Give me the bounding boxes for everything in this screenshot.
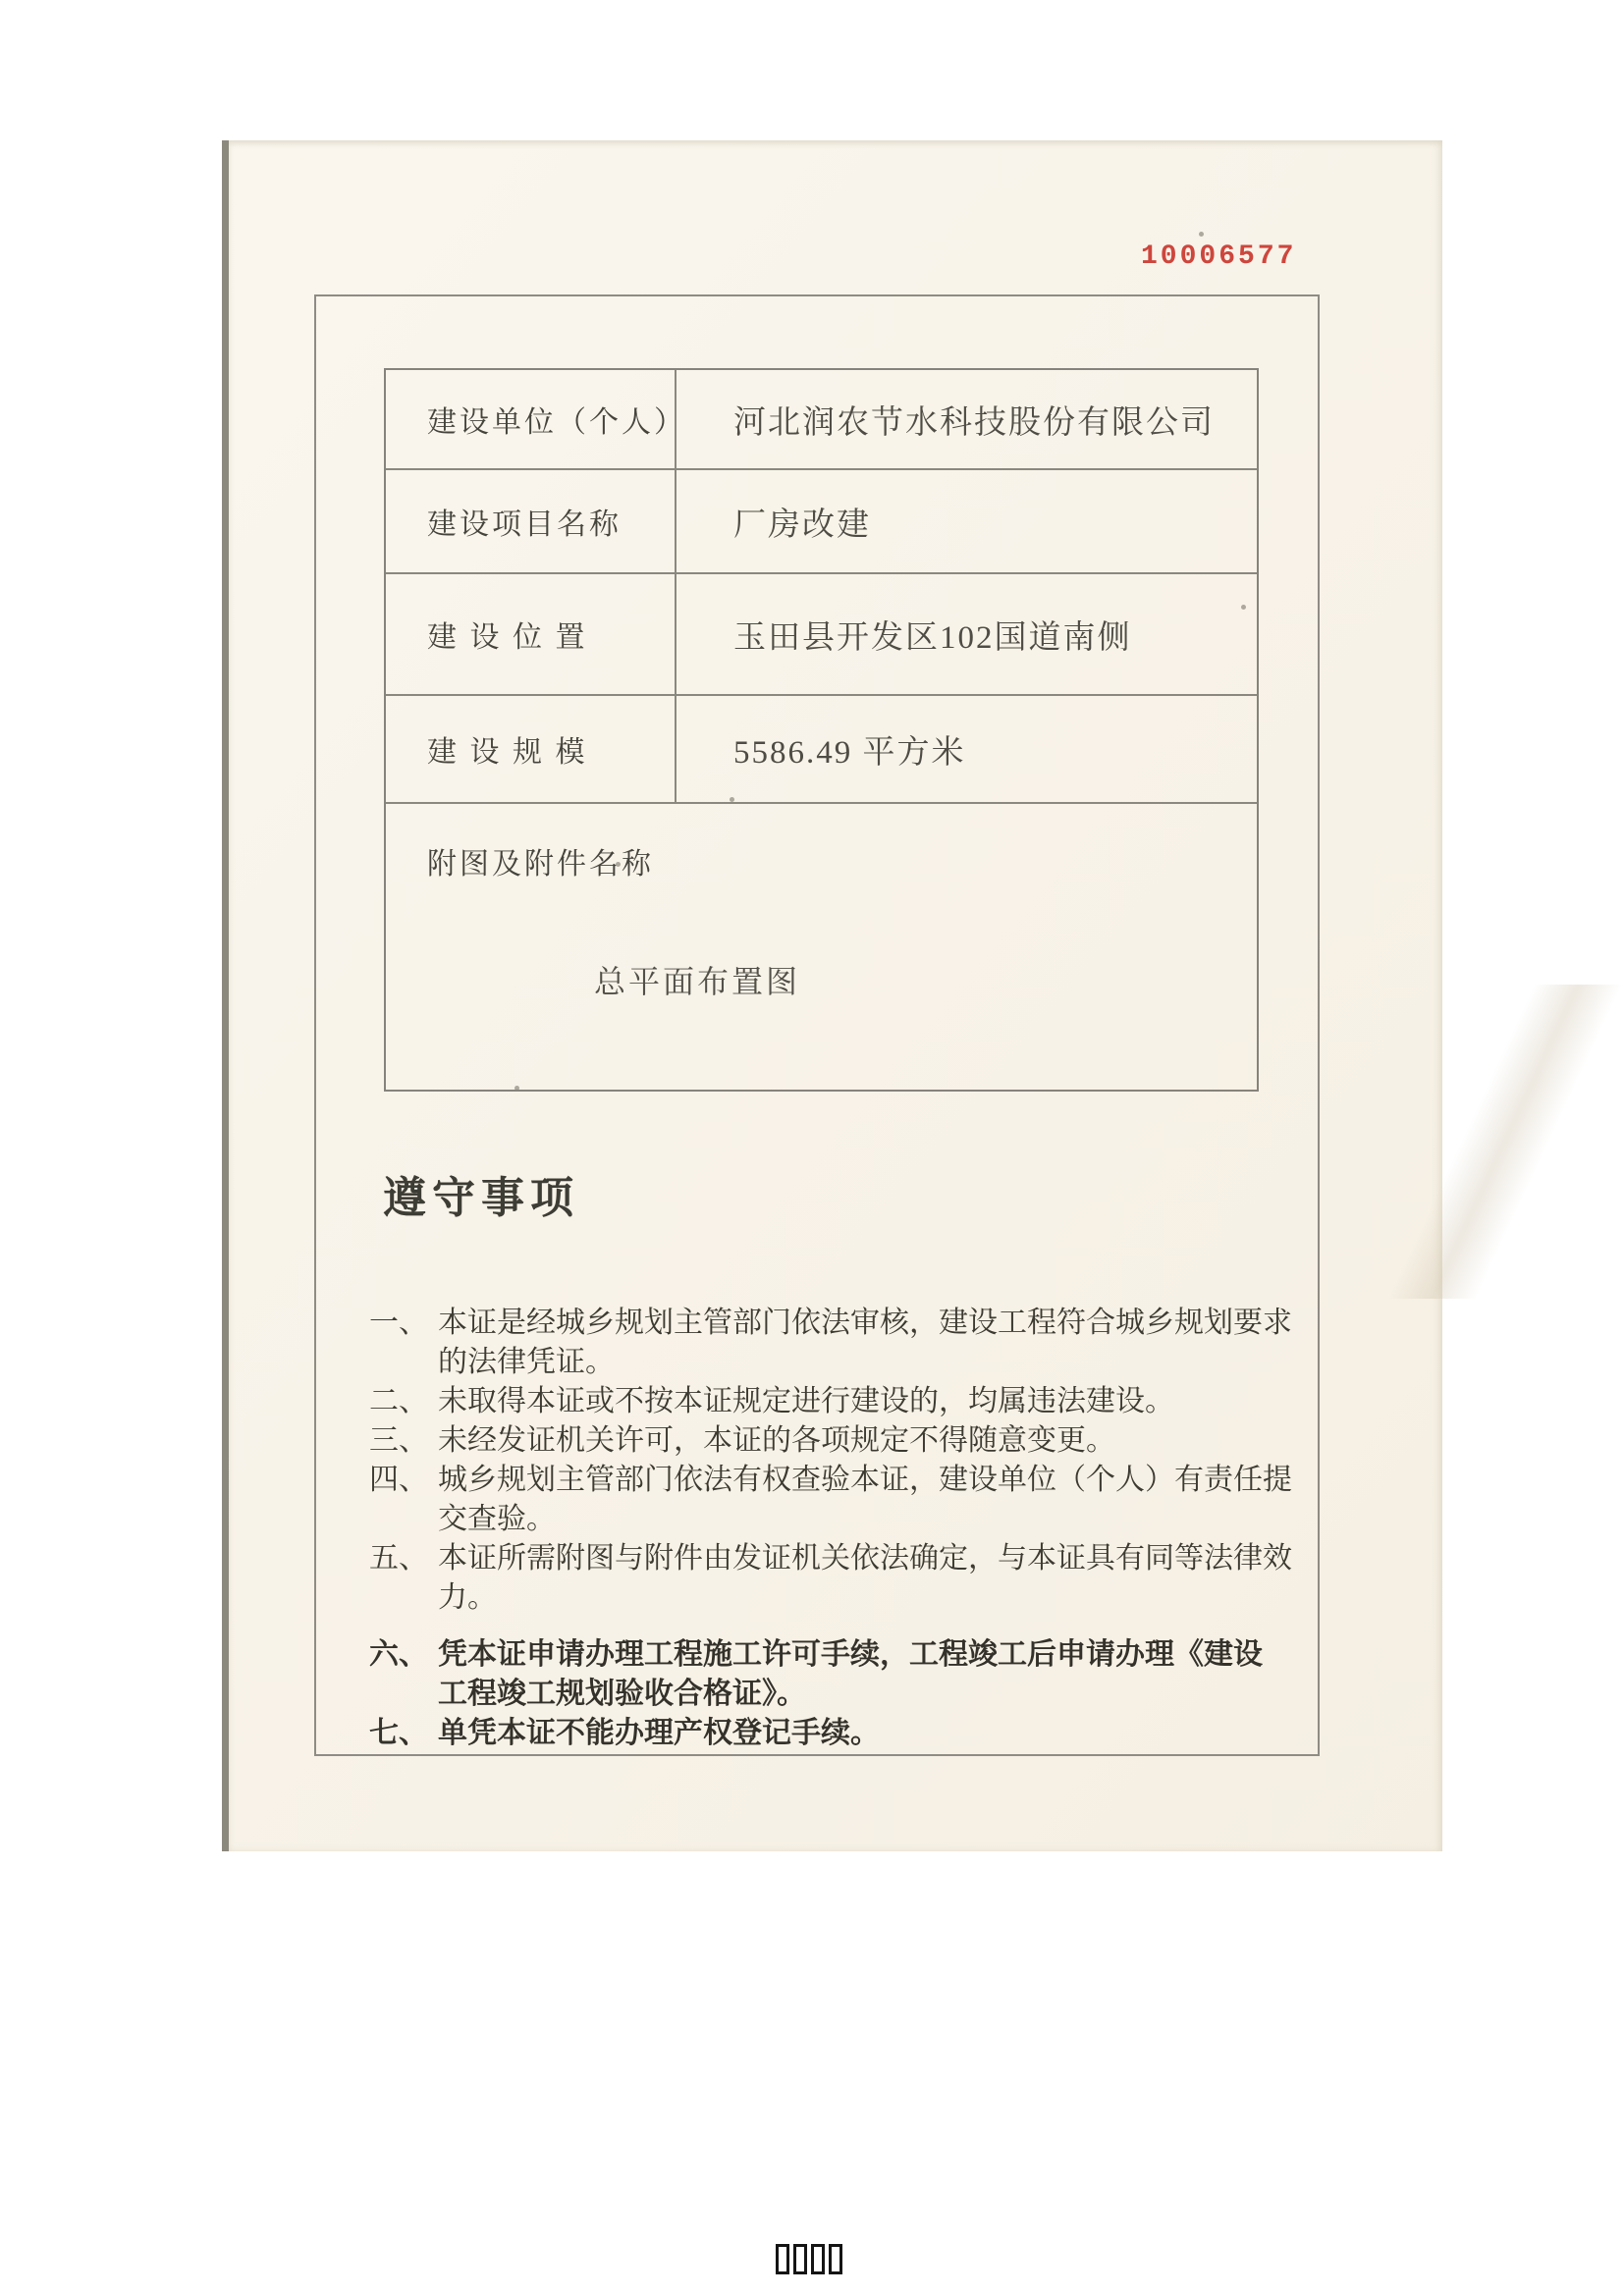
notice-item-7-text [438,1714,1316,1753]
notice-item-5-line-2: 力。 [438,1581,497,1614]
notice-item-6-number: 六、 [369,1638,428,1671]
table-row-project-name [386,470,1257,574]
row-label-project-name: 建设项目名称 [386,470,677,572]
notice-item-6 [369,1635,1316,1714]
row-value-project-name: 厂房改建 [733,507,871,543]
missing-glyph-box [811,2244,825,2274]
row-label-construction-scale: 建 设 规 模 [386,696,677,802]
row-label-construction-location: 建 设 位 置 [386,574,677,694]
notice-item-3 [369,1421,1316,1461]
row-label-construction-unit: 建设单位（个人） [386,370,677,468]
missing-glyph-box [793,2244,807,2274]
notice-item-4-number: 四、 [369,1464,428,1496]
missing-glyph-box [776,2244,789,2274]
row-value-construction-location: 玉田县开发区102国道南侧 [733,619,1132,656]
notice-item-7-number: 七、 [369,1717,428,1749]
notice-item-1-text [438,1304,1316,1382]
notice-item-6-line-1: 凭本证申请办理工程施工许可手续，工程竣工后申请办理《建设 [438,1638,1263,1671]
info-table [384,368,1259,1092]
notice-item-4-line-1: 城乡规划主管部门依法有权查验本证，建设单位（个人）有责任提 [438,1464,1292,1496]
table-row-attachments [386,804,1257,1090]
table-row-construction-scale [386,696,1257,804]
notice-item-4 [369,1461,1316,1539]
notice-item-5 [369,1539,1316,1618]
notice-item-7-line-1: 单凭本证不能办理产权登记手续。 [438,1717,880,1749]
notice-item-2-text [438,1382,1316,1421]
missing-glyph-box [829,2244,842,2274]
notice-item-2 [369,1382,1316,1421]
table-row-construction-location [386,574,1257,696]
row-value-construction-unit: 河北润农节水科技股份有限公司 [733,404,1215,441]
row-value-construction-scale: 5586.49 平方米 [733,734,966,771]
notice-item-4-line-2: 交查验。 [438,1503,556,1535]
attachments-value: 总平面布置图 [594,964,801,999]
notice-item-2-number: 二、 [369,1385,428,1417]
scan-speck [1199,232,1204,237]
notice-item-6-line-2: 工程竣工规划验收合格证》。 [438,1678,806,1710]
notice-item-3-number: 三、 [369,1424,428,1457]
footer-missing-glyphs [776,2244,842,2274]
attachments-label: 附图及附件名称 [427,848,654,881]
notice-item-2-line-1: 未取得本证或不按本证规定进行建设的，均属违法建设。 [438,1385,1174,1417]
notice-list [369,1304,1316,1753]
notice-item-5-number: 五、 [369,1542,428,1575]
table-row-construction-unit [386,370,1257,470]
notice-item-3-text [438,1421,1316,1461]
notice-item-4-text [438,1461,1316,1539]
notice-item-1 [369,1304,1316,1382]
notice-item-3-line-1: 未经发证机关许可，本证的各项规定不得随意变更。 [438,1424,1115,1457]
notice-item-5-line-1: 本证所需附图与附件由发证机关依法确定，与本证具有同等法律效 [438,1542,1292,1575]
notice-item-1-line-2: 的法律凭证。 [438,1346,615,1378]
paper-wrinkle [1358,985,1624,1299]
notice-item-6-text [438,1635,1316,1714]
serial-number-stamp: 10006577 [1141,241,1297,272]
notice-item-1-line-1: 本证是经城乡规划主管部门依法审核，建设工程符合城乡规划要求 [438,1307,1292,1339]
notice-item-7 [369,1714,1316,1753]
notice-heading: 遵守事项 [383,1174,579,1222]
notice-item-5-text [438,1539,1316,1618]
notice-item-1-number: 一、 [369,1307,428,1339]
